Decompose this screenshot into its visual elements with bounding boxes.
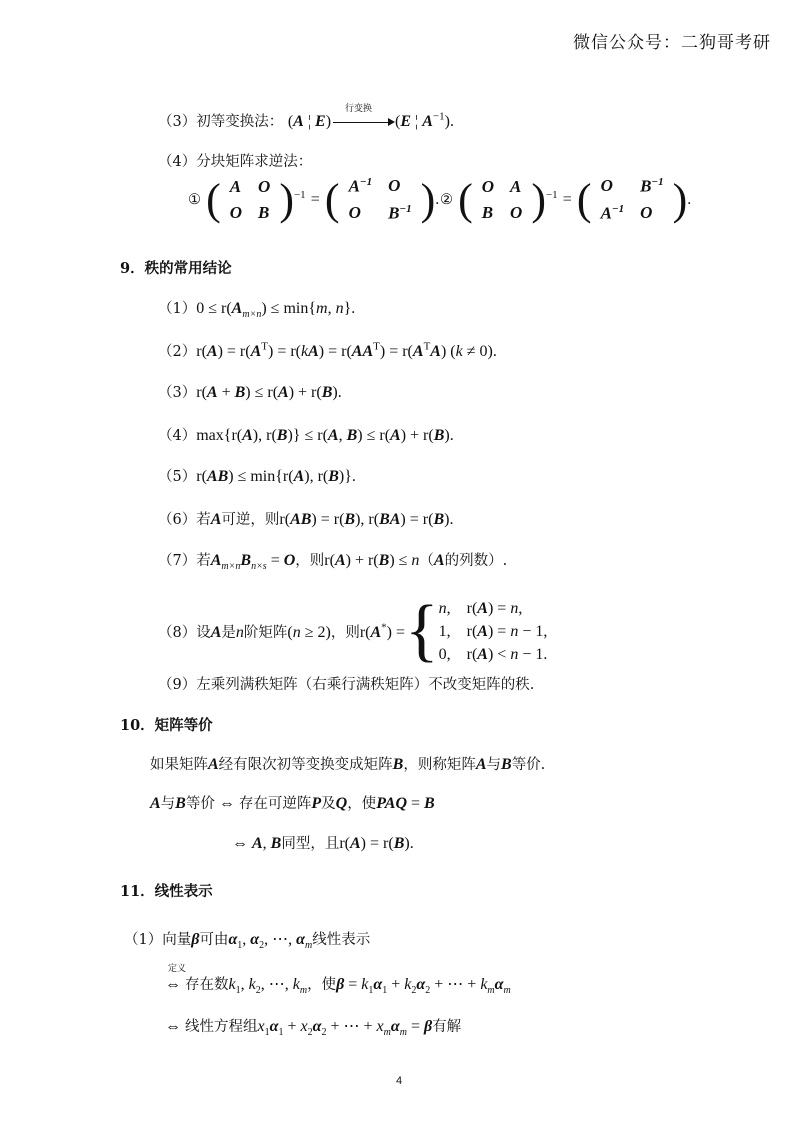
item-4-block: （4）分块矩阵求逆法：	[158, 154, 313, 170]
item-text: 的列数）.	[444, 553, 508, 569]
arrow-icon	[333, 122, 393, 123]
def-label: 定义	[168, 964, 187, 974]
item-text: 阶矩阵	[243, 624, 288, 641]
item-label: （8）设	[158, 624, 211, 641]
item-label: （3）初等变换法：	[158, 114, 284, 130]
rank-item-7: （7）若$A_{m\times n}B_{n\times s} = O$，则r(A) + r(B) ≤ n（A的列数）.	[158, 552, 508, 573]
item-label: （7）若	[158, 553, 211, 569]
item-3-elementary	[158, 104, 454, 131]
page-number: 4	[396, 1075, 403, 1087]
watermark: 微信公众号：二狗哥考研	[573, 33, 771, 53]
item-label: （6）若	[158, 512, 211, 528]
item-label: （5）	[158, 469, 197, 485]
item-text: 是	[221, 624, 236, 641]
equivalence-definition: 如果矩阵A经有限次初等变换变成矩阵B，则称矩阵A与B等价.	[150, 756, 546, 773]
linear-rep-item-1: （1）向量β可由$\alpha_1$, $\alpha_2$, ⋯, $\alpha_m$线性表示	[124, 931, 371, 952]
item-label: （4）	[158, 428, 197, 444]
circle-2: ②	[440, 192, 453, 209]
equivalence-line-3: ⇔ A, B同型，且r(A) = r(B).	[232, 835, 414, 852]
linear-rep-line-3: ⇔ 线性方程组$x_1\alpha_1 + x_2\alpha_2$ + ⋯ + $x_m\alpha_m = \beta$有解	[165, 1018, 462, 1039]
section-11-title: 11．线性表示	[120, 883, 213, 900]
item-text: （	[419, 553, 434, 569]
section-9-title: 9．秩的常用结论	[120, 260, 232, 277]
item-text: ，则	[330, 624, 360, 641]
circle-1: ①	[188, 192, 201, 209]
item-label: （1）	[158, 301, 197, 317]
equivalence-line-2: A与B等价 ⇔ 存在可逆阵P及Q，使PAQ = B	[150, 795, 435, 812]
arrow-label: 行变换	[345, 104, 373, 114]
block-inverse-formula-2: ② ( O A B O )$^{-1}$ = ( O $B^{-1}$ $A^{-1}$ O ).	[440, 175, 692, 225]
linear-rep-line-2: ⇔ 存在数$k_1$, $k_2$, ⋯, $k_m$，使$\beta = k_1\alpha_1 + k_2\alpha_2$ + ⋯ + $k_m\alpha_m$	[165, 976, 511, 997]
item-label: （3）	[158, 385, 197, 401]
rank-item-5: （5）r(AB) ≤ min{r(A), r(B)}.	[158, 468, 356, 485]
item-label: （2）	[158, 344, 197, 360]
rank-item-3: （3）r(A + B) ≤ r(A) + r(B).	[158, 384, 342, 401]
formula: (A ¦ E) 行变换 (E ¦ $A^{-1}$).	[288, 113, 454, 130]
section-10-title: 10．矩阵等价	[120, 717, 213, 734]
rank-item-6: （6）若A可逆，则r(AB) = r(B), r(BA) = r(B).	[158, 511, 454, 528]
block-inverse-formula-1: ① ( A O O B )$^{-1}$ = ( $A^{-1}$ O O $B^{-1}$ ).	[188, 175, 440, 225]
item-text: 可逆，则	[221, 512, 280, 528]
rank-item-4: （4）max{r(A), r(B)} ≤ r(A, B) ≤ r(A) + r(B).	[158, 427, 454, 444]
rank-item-9: （9）左乘列满秩矩阵（右乘行满秩矩阵）不改变矩阵的秩.	[158, 677, 535, 693]
rank-item-1: $(1)0 \le r(A_{m\times n}) \le \min\{m$, n}.	[158, 300, 356, 321]
item-text: ，则	[295, 553, 325, 569]
rank-item-8: （8）设A是n阶矩阵(n ≥ 2)，则r(A*) ={n, r(A) = n, 1, r(A) = n − 1, 0, r(A) < n − 1.	[158, 592, 548, 669]
rank-item-2: $(2)r(A) = r(A^T) = r(kA) = r(AA^T) = r(A^TA) (k \ne 0)$.	[158, 340, 497, 360]
